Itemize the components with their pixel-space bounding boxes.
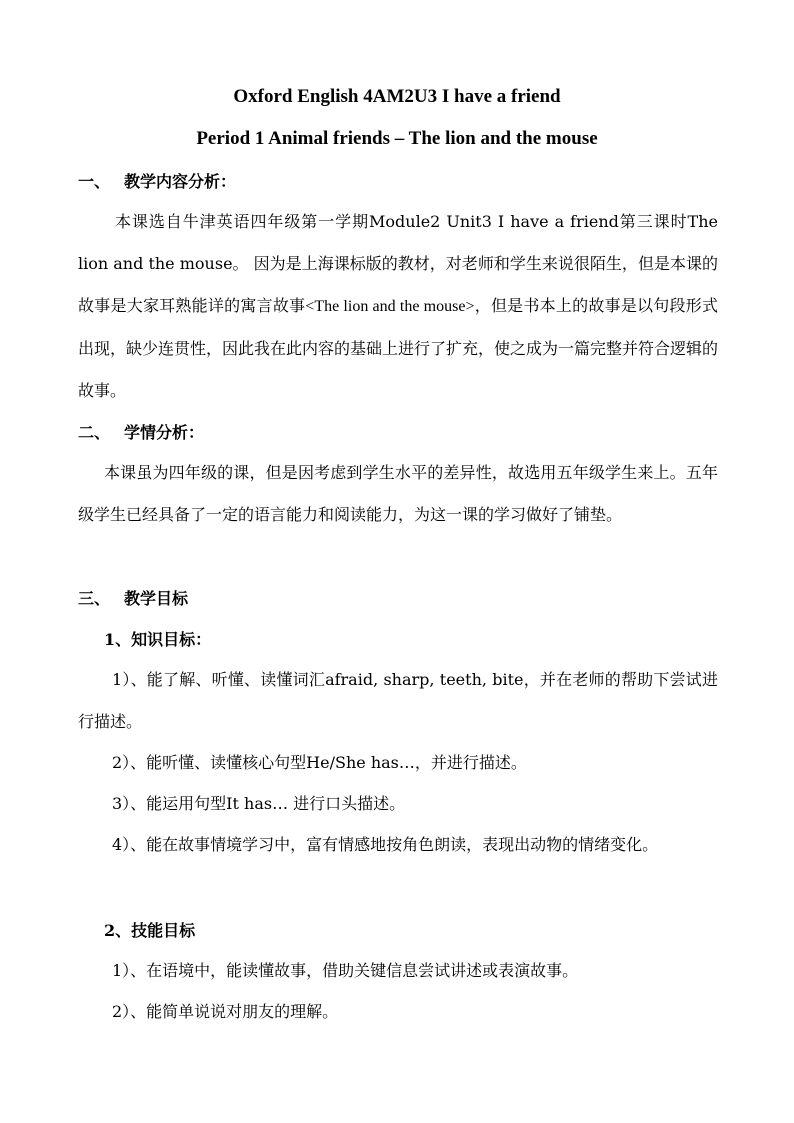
knowledge-objective-item: 1）、能了解、听懂、读懂词汇afraid, sharp, teeth, bite，并在老师的帮助下尝试进行描述。 <box>78 670 718 731</box>
section-heading-content-analysis <box>78 169 236 192</box>
section-title: 教学目标 <box>124 589 189 608</box>
section-number: 一、 <box>78 172 111 191</box>
section-number: 三、 <box>78 589 111 608</box>
paragraph-text: ，但是书本上的故事是以句段形式出现，缺少连贯性，因此我在此内容的基础上进行了扩充，使之成为一篇完整并符合逻辑的故事。 <box>78 296 719 400</box>
knowledge-objective-item: 4）、能在故事情境学习中，富有情感地按角色朗读，表现出动物的情绪变化。 <box>112 835 659 854</box>
section-number: 二、 <box>78 423 111 442</box>
document-title: Oxford English 4AM2U3 I have a friend <box>233 86 561 107</box>
section-title: 学情分析： <box>124 423 205 442</box>
skill-objectives-heading: 2、技能目标 <box>104 921 196 940</box>
section-heading-teaching-objectives <box>78 586 188 609</box>
section-heading-student-analysis <box>78 420 204 443</box>
skill-objective-item: 1）、在语境中，能读懂故事，借助关键信息尝试讲述或表演故事。 <box>112 961 579 980</box>
knowledge-objective-item: 2）、能听懂、读懂核心句型He/She has…，并进行描述。 <box>112 753 527 772</box>
section-title: 教学内容分析： <box>124 172 237 191</box>
knowledge-objective-item: 3）、能运用句型It has… 进行口头描述。 <box>112 794 406 813</box>
knowledge-objectives-heading: 1、知识目标： <box>104 630 212 649</box>
story-title-reference: <The lion and the mouse> <box>305 298 475 315</box>
document-subtitle: Period 1 Animal friends – The lion and the mouse <box>196 128 598 149</box>
paragraph-text: 本课选自牛津英语四年级第一学期Module2 Unit3 I have a friend第三课时The lion and the mouse。 因为是上海课标版的教材，对老师和学生来说很陌生，但是本课的故事是大家耳熟能详的寓言故事 <box>78 212 718 315</box>
student-analysis-paragraph: 本课虽为四年级的课，但是因考虑到学生水平的差异性，故选用五年级学生来上。五年级学生已经具备了一定的语言能力和阅读能力，为这一课的学习做好了铺垫。 <box>78 463 718 524</box>
skill-objective-item: 2）、能简单说说对朋友的理解。 <box>112 1002 339 1021</box>
content-analysis-paragraph <box>78 201 718 412</box>
